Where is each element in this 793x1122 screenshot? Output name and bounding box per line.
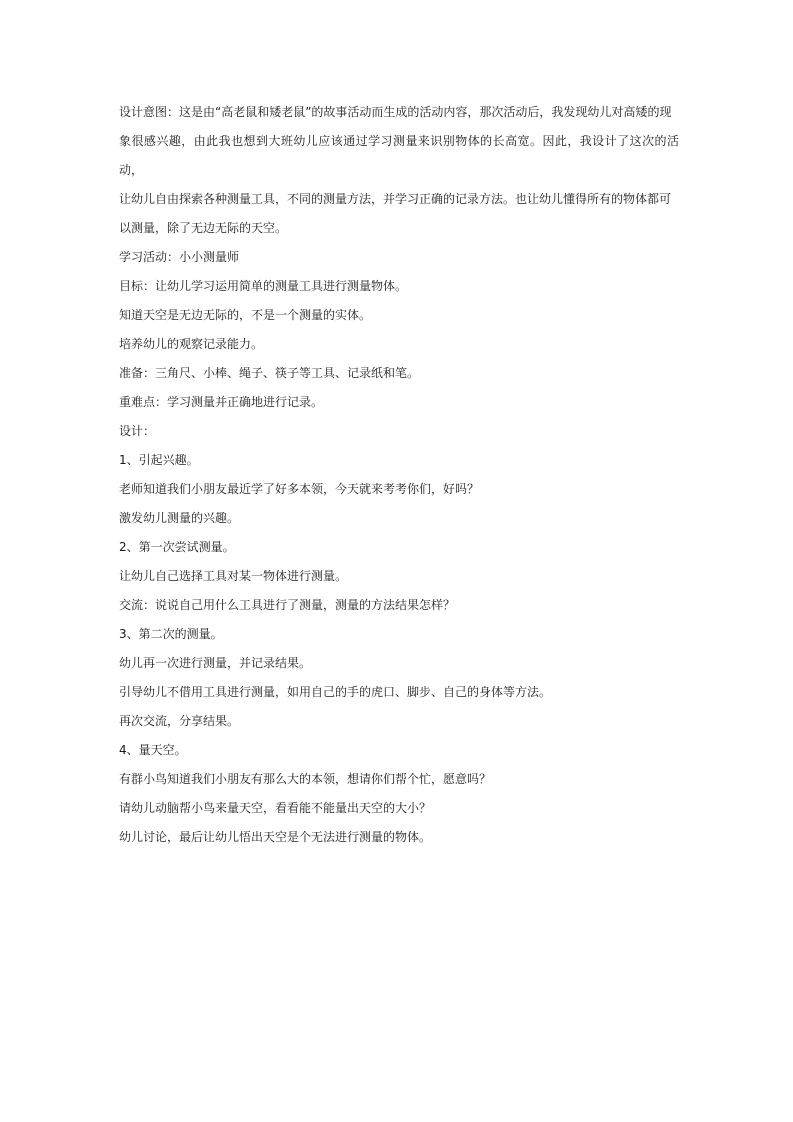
design-heading: 设计： [119, 424, 156, 438]
step-text: 交流：说说自己用什么工具进行了测量，测量的方法结果怎样？ [119, 598, 456, 612]
step-heading: 1、引起兴趣。 [119, 453, 199, 467]
step-text: 老师知道我们小朋友最近学了好多本领，今天就来考考你们，好吗？ [119, 482, 480, 496]
step-text: 请幼儿动脑帮小鸟来量天空，看看能不能量出天空的大小？ [119, 801, 432, 815]
step-text: 激发幼儿测量的兴趣。 [119, 511, 240, 525]
step-heading: 3、第二次的测量。 [119, 627, 223, 641]
design-intent-paragraph [119, 98, 679, 243]
step-text: 幼儿再一次进行测量，并记录结果。 [119, 656, 312, 670]
goal-line: 培养幼儿的观察记录能力。 [119, 337, 264, 351]
intro-line: 以测量，除了无边无际的天空。 [119, 221, 288, 235]
step-text: 让幼儿自己选择工具对某一物体进行测量。 [119, 569, 348, 583]
goal-line: 目标：让幼儿学习运用简单的测量工具进行测量物体。 [119, 279, 408, 293]
key-points-line: 重难点：学习测量并正确地进行记录。 [119, 395, 324, 409]
step-heading: 4、量天空。 [119, 743, 187, 757]
step-heading: 2、第一次尝试测量。 [119, 540, 235, 554]
goal-line: 知道天空是无边无际的，不是一个测量的实体。 [119, 308, 372, 322]
preparation-line: 准备：三角尺、小棒、绳子、筷子等工具、记录纸和笔。 [119, 366, 420, 380]
step-text: 有群小鸟知道我们小朋友有那么大的本领，想请你们帮个忙，愿意吗？ [119, 772, 492, 786]
document-body [119, 98, 679, 852]
activity-title: 学习活动：小小测量师 [119, 250, 240, 264]
step-text: 幼儿讨论，最后让幼儿悟出天空是个无法进行测量的物体。 [119, 830, 432, 844]
intro-line: 设计意图：这是由“高老鼠和矮老鼠”的故事活动而生成的活动内容，那次活动后，我发现幼儿对高矮的现 [119, 105, 672, 119]
intro-line: 象很感兴趣，由此我也想到大班幼儿应该通过学习测量来识别物体的长高宽。因此，我设计了这次的活动， [119, 134, 679, 177]
step-text: 再次交流，分享结果。 [119, 714, 240, 728]
intro-line: 让幼儿自由探索各种测量工具，不同的测量方法，并学习正确的记录方法。也让幼儿懂得所有的物体都可 [119, 192, 672, 206]
step-text: 引导幼儿不借用工具进行测量，如用自己的手的虎口、脚步、自己的身体等方法。 [119, 685, 552, 699]
